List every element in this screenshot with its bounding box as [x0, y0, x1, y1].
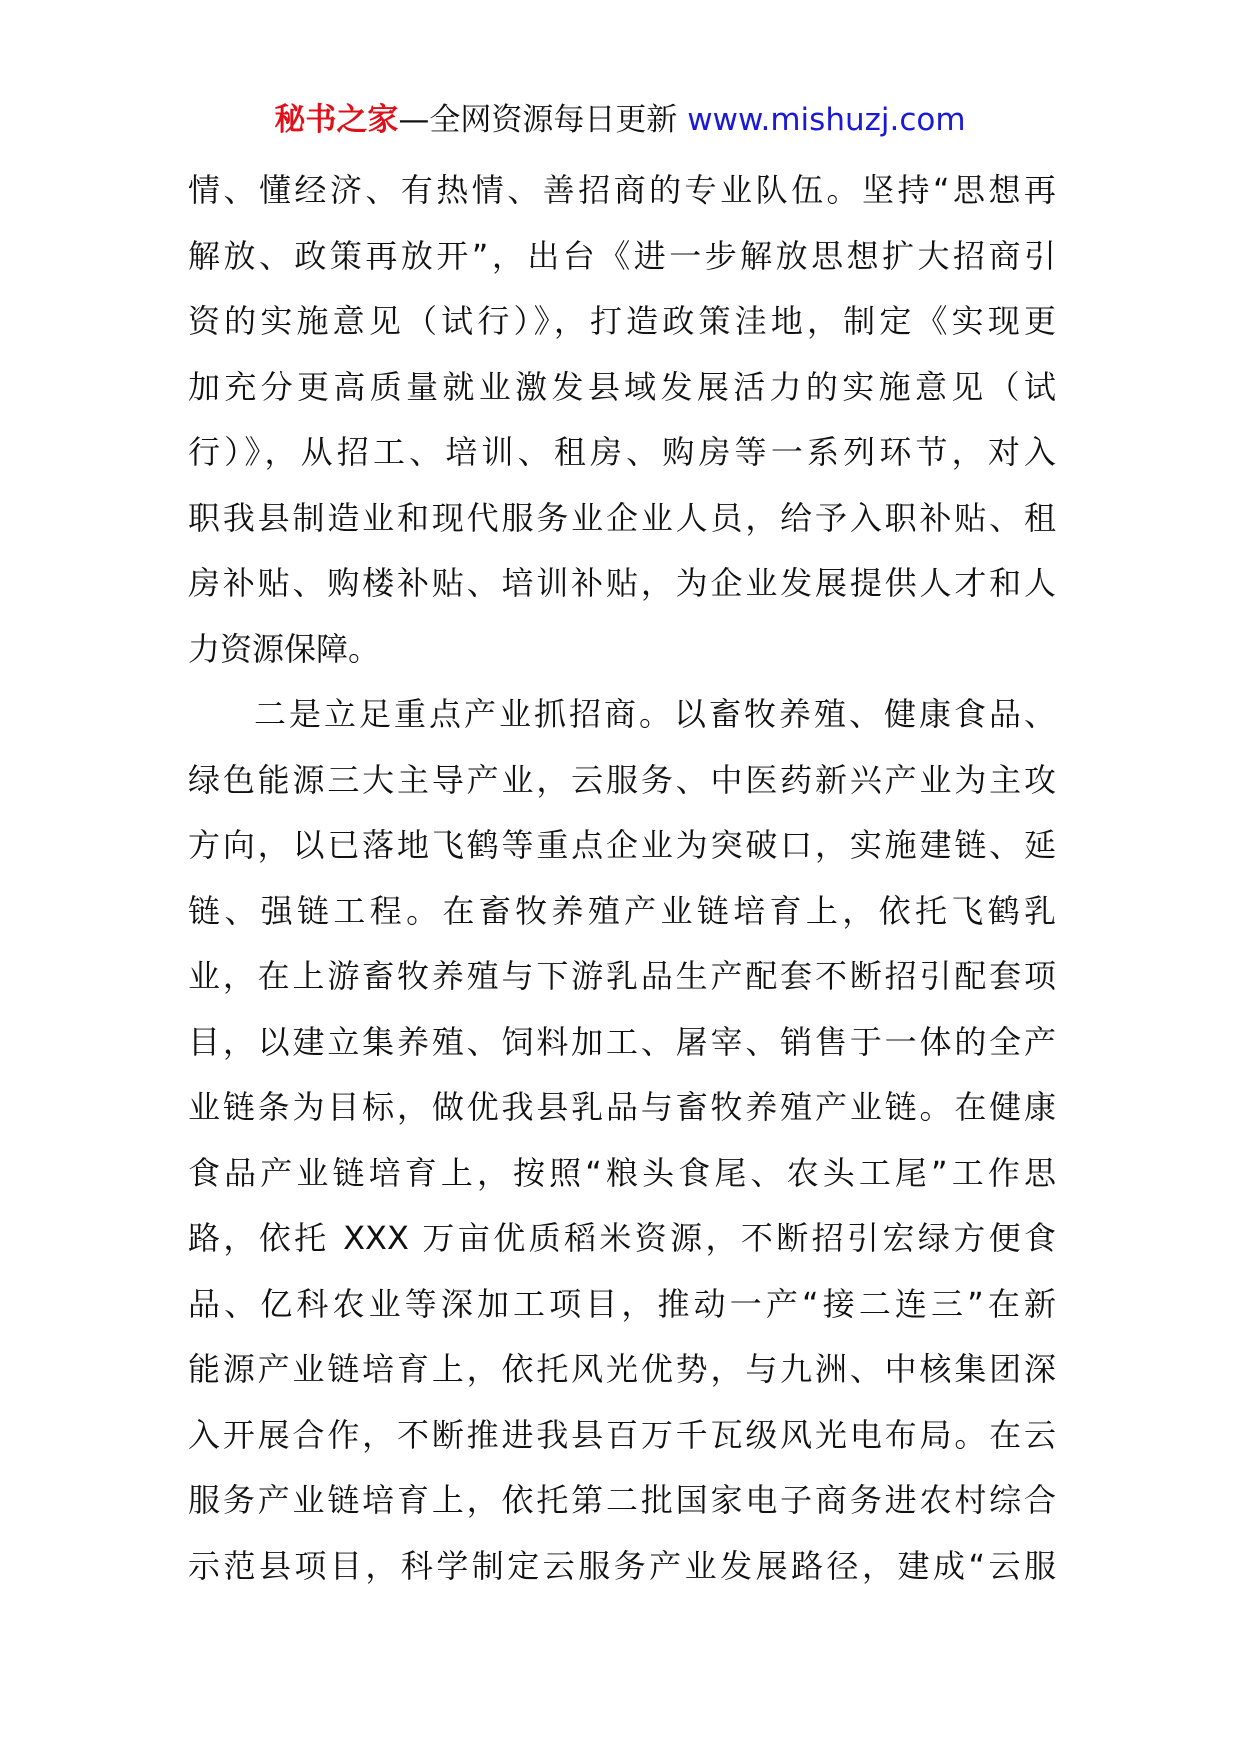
text-line: 房补贴、购楼补贴、培训补贴，为企业发展提供人才和人 [188, 564, 1056, 602]
header-tagline: —全网资源每日更新 [398, 102, 688, 138]
text-line: 业，在上游畜牧养殖与下游乳品生产配套不断招引配套项 [188, 957, 1056, 995]
text-line: 职我县制造业和现代服务业企业人员，给予入职补贴、租 [188, 498, 1056, 537]
body-paragraph [188, 158, 1056, 682]
header-url-link[interactable]: www.mishuzj.com [687, 102, 966, 138]
text-line: 入开展合作，不断推进我县百万千瓦级风光电布局。在云 [188, 1415, 1056, 1454]
text-line: 路，依托 XXX 万亩优质稻米资源，不断招引宏绿方便食 [188, 1219, 1056, 1257]
page-header [0, 100, 1240, 140]
header-brand: 秘书之家 [274, 102, 399, 138]
text-line: 二是立足重点产业抓招商。以畜牧养殖、健康食品、 [254, 695, 1056, 733]
text-line: 资的实施意见（试行）》，打造政策洼地，制定《实现更 [188, 302, 1056, 340]
text-line: 力资源保障。 [188, 629, 381, 668]
text-line: 食品产业链培育上，按照“粮头食尾、农头工尾”工作思 [188, 1153, 1056, 1192]
body-paragraph [188, 682, 1056, 1599]
text-line: 服务产业链培育上，依托第二批国家电子商务进农村综合 [188, 1481, 1056, 1519]
text-line: 链、强链工程。在畜牧养殖产业链培育上，依托飞鹤乳 [188, 891, 1056, 930]
text-line: 目，以建立集养殖、饲料加工、屠宰、销售于一体的全产 [188, 1022, 1056, 1061]
text-line: 绿色能源三大主导产业，云服务、中医药新兴产业为主攻 [188, 760, 1056, 799]
text-line: 加充分更高质量就业激发县域发展活力的实施意见（试 [188, 367, 1056, 406]
text-line: 业链条为目标，做优我县乳品与畜牧养殖产业链。在健康 [188, 1088, 1056, 1126]
document-body [188, 158, 1056, 1599]
text-line: 品、亿科农业等深加工项目，推动一产“接二连三”在新 [188, 1284, 1056, 1323]
text-line: 方向，以已落地飞鹤等重点企业为突破口，实施建链、延 [188, 826, 1056, 864]
text-line: 示范县项目，科学制定云服务产业发展路径，建成“云服 [188, 1546, 1056, 1585]
text-line: 能源产业链培育上，依托风光优势，与九洲、中核集团深 [188, 1350, 1056, 1388]
text-line: 行）》，从招工、培训、租房、购房等一系列环节，对入 [188, 433, 1056, 471]
text-line: 情、懂经济、有热情、善招商的专业队伍。坚持“思想再 [188, 171, 1056, 209]
text-line: 解放、政策再放开”，出台《进一步解放思想扩大招商引 [188, 236, 1056, 275]
